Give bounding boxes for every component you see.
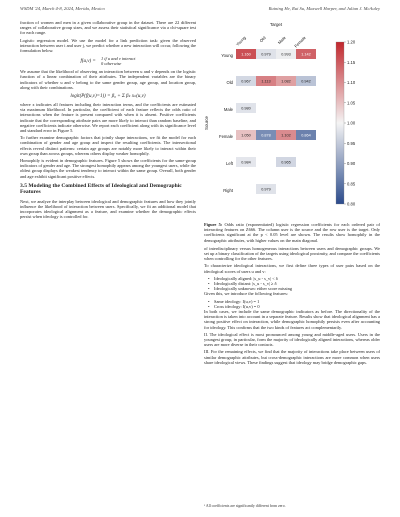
cell-value-label: 0.979 (261, 187, 271, 192)
running-header-left: WSDM '24, March 4-8, 2024, Merida, Mexico (20, 6, 105, 11)
cell-value-label: 1.082 (281, 79, 291, 84)
bullet-item: • Ideologically aligned: |s_u - s_v| < δ (204, 276, 380, 281)
row-label: Right (223, 188, 233, 193)
figure-heatmap (204, 20, 380, 220)
row-label: Left (226, 161, 233, 166)
colorbar (336, 42, 344, 204)
equation-case-1: 1 if u and v interact (101, 56, 136, 62)
paragraph: To further examine demographic factors that jointly shape interactions, we fit the model for each combination of gender and age group and inspect the resulting coefficients. The intersectional effects reveal distinct patterns: certain age groups are notably more likely to interact within their own group than across groups, whereas others display weaker homophily. (20, 135, 196, 156)
column-label: Old (258, 35, 267, 44)
cell-value-label: 0.965 (281, 160, 291, 165)
cell-value-label: 1.113 (261, 79, 271, 84)
cell-value-label: 0.979 (261, 52, 271, 57)
row-label: Female (219, 134, 233, 139)
equation-lhs: f(u,v) = (80, 59, 96, 65)
footnote: ¹ All coefficients are significantly different from zero. (204, 504, 286, 508)
colorbar-tick-label: 0.90 (347, 161, 356, 166)
row-label: Male (223, 107, 233, 112)
colorbar-tick-label: 1.00 (347, 120, 356, 126)
cell-value-label: 0.878 (261, 133, 271, 138)
colorbar-tick-label: 0.85 (347, 181, 356, 187)
section-number: 3.5 (20, 182, 27, 189)
paragraph: II. The ideological effect is most pronounced among young and middle-aged users. Users in the youngest group, in particular, form the majority of ideologically aligned interactions, whereas older users are more diverse in their contacts. (204, 331, 380, 348)
paragraph: Homophily is evident in demographic features. Figure 5 shows the coefficients for the same-group indicators of gender and age. The strongest homophily appears among the youngest users, while the oldest group displays the weakest tendency to interact within the same group. Overall, both gender and age exhibit significant positive effects. (20, 158, 196, 179)
colorbar-tick-label: 1.05 (347, 100, 356, 106)
paragraph: where x indicates all features including their interaction terms, and the coefficients are estimated via maximum likelihood. In particular, the coefficient of each feature reflects the odds ratio of interactions when the feature is present compared with when it is absent. Positive coefficients indicate that the corresponding attribute pairs are more likely to interact than random baseline, and negative coefficients indicate otherwise. We report each coefficient along with its significance level and standard error in Figure 5. (20, 102, 196, 134)
section-heading (20, 183, 196, 196)
column-label: Male (276, 35, 287, 46)
paragraph: To characterize ideological interactions, we first define three types of user pairs based on the ideological scores of users u and v: (204, 263, 380, 274)
colorbar-tick-label: 1.10 (347, 80, 356, 85)
bullet-item: • Ideologically unknown: either score missing (204, 286, 380, 291)
cell-value-label: 0.864 (301, 133, 311, 138)
running-header-right: Ruining He, Rui Su, Maxwell Harper, and Julian J. McAuley (268, 6, 380, 11)
cell-value-label: 1.160 (241, 52, 251, 57)
left-column (20, 20, 196, 222)
column-group-header: Target (269, 22, 283, 27)
colorbar-tick-label: 1.20 (347, 39, 356, 45)
paragraph: Next, we analyze the interplay between ideological and demographic features and how they jointly influence the likelihood of interaction between users. Specifically, we fit an additional model that incorporates ideological alignment as a feature, and examine whether the demographic effects persist when ideology is controlled for. (20, 198, 196, 220)
column-label: Young (234, 35, 247, 48)
cell-value-label: 1.102 (281, 133, 291, 138)
equation-2: logit(P(f(u,v)=1)) = β₀ + Σ βₖ xₖ(u,v) (70, 94, 146, 100)
figure-caption (204, 222, 380, 243)
bullet-item: • Same ideology: I(u,v) = 1 (204, 299, 380, 304)
equation-1 (20, 56, 196, 66)
figure-caption-text: Odds ratio (exponentiated) logistic regression coefficients for each ordered pair of interacting features on Z666. The column user is the source and the row user is the target. Only coefficients significant at the p < 0.05 level are shown. The results show homophily in the demographic attributes, with higher values on the main diagonal. (204, 222, 380, 243)
paragraph: Given this, we introduce the following features: (204, 291, 289, 297)
cell-value-label: 1.050 (241, 133, 251, 138)
figure-label: Figure 5: (204, 222, 223, 227)
bullet-item: • Ideologically distant: |s_u - s_v| ≥ δ (204, 281, 380, 286)
cell-value-label: 0.980 (241, 106, 251, 111)
bullet-item: • Cross ideology: I(u,v) = 0 (204, 304, 380, 309)
row-label: Old (226, 80, 233, 85)
cell-value-label: 0.942 (301, 79, 311, 84)
bullet-list (204, 276, 380, 292)
paragraph: We assume that the likelihood of observing an interaction between u and v depends on the logistic function of a linear combination of their attributes. The independent variables are the binary indicators of whether u and v belong to the same gender group, age group, and location group, along with their combinations. (20, 69, 196, 90)
colorbar-tick-label: 1.15 (347, 59, 356, 65)
equation-case-2: 0 otherwise (101, 61, 122, 67)
section-title: Modeling the Combined Effects of Ideological and Demographic Features (20, 182, 182, 196)
paragraph: In both cases, we include the same demographic indicators as before. The directionality of the interaction is taken into account in a separate feature. Results show that ideological alignment has a strong positive effect on interaction, while demographic homophily persists even after accounting for ideology. This confirms that the two kinds of features act complementarily. (204, 309, 380, 330)
bullet-list (204, 299, 380, 309)
paragraph: of interdisciplinary versus homogeneous interactions between users and demographic groups. We set up a binary classification of the targets using ideological proximity, and compare the coefficients when controlling for the other features. (204, 245, 380, 262)
colorbar-tick-label: 0.80 (347, 201, 356, 207)
paragraph: fraction of women and men in a given collaborative group in the dataset. There are 22 different ranges of collaborative group sizes, and we assess their statistical significance via a chi-square test for each range. (20, 20, 196, 36)
paragraph: III. For the remaining effects, we find that the majority of interactions take place between users of similar demographic attributes, but cross-demographic interactions are more common when users share ideological views. These findings suggest that ideology may bridge demographic gaps. (204, 349, 380, 365)
cell-value-label: 0.967 (241, 79, 251, 84)
heatmap-chart (204, 20, 380, 220)
colorbar-tick-label: 0.95 (347, 140, 356, 146)
row-group-header: Source (204, 116, 209, 130)
paragraph-logistic-model: Logistic regression model. We use the model for a link prediction task: given the observed interaction between user i and user j, we predict whether a new interaction will occur, following the formulation below. (20, 37, 196, 54)
column-label: Female (293, 35, 307, 49)
cell-value-label: 1.142 (301, 52, 311, 57)
cell-value-label: 0.984 (241, 160, 251, 165)
row-label: Young (221, 53, 233, 58)
right-column (204, 20, 380, 367)
cell-value-label: 0.993 (281, 52, 291, 57)
